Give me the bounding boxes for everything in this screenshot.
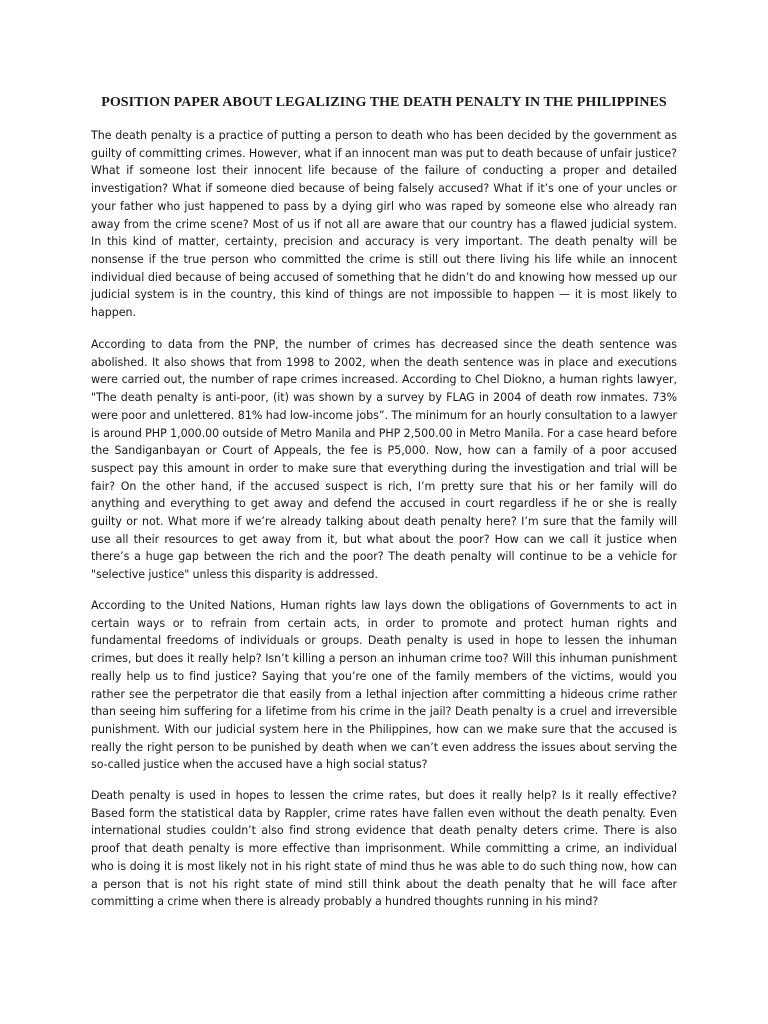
paragraph-4: Death penalty is used in hopes to lessen the crime rates, but does it really help? Is it really effective? Based form the statistical data by Rappler, crime rates have fallen even without the death penalty. Even international studies couldn’t also find strong evidence that death penalty deters crime. There is also proof that death penalty is more effective than imprisonment. While committing a crime, an individual who is doing it is most likely not in his right state of mind thus he was able to do such thing now, how can a person that is not his right state of mind still think about the death penalty that he will face after committing a crime when there is already probably a hundred thoughts running in his mind? [91, 789, 677, 909]
paragraph-2: According to data from the PNP, the number of crimes has decreased since the death sentence was abolished. It also shows that from 1998 to 2002, when the death sentence was in place and executions were carried out, the number of rape crimes increased. According to Chel Diokno, a human rights lawyer, "The death penalty is anti-poor, (it) was shown by a survey by FLAG in 2004 of death row inmates. 73% were poor and unlettered. 81% had low-income jobs”. The minimum for an hourly consultation to a lawyer is around PHP 1,000.00 outside of Metro Manila and PHP 2,500.00 in Metro Manila. For a case heard before the Sandiganbayan or Court of Appeals, the fee is P5,000. Now, how can a family of a poor accused suspect pay this amount in order to make sure that everything during the investigation and trial will be fair? On the other hand, if the accused suspect is rich, I’m pretty sure that his or her family will do anything and everything to get away and defend the accused in court regardless if he or she is really guilty or not. What more if we’re already talking about death penalty here? I’m sure that the family will use all their resources to get away from it, but what about the poor? How can we call it justice when there’s a huge gap between the rich and the poor? The death penalty will continue to be a vehicle for "selective justice" unless this disparity is addressed. [91, 338, 677, 582]
document-title: POSITION PAPER ABOUT LEGALIZING THE DEATH PENALTY IN THE PHILIPPINES [101, 95, 667, 110]
paragraph-3: According to the United Nations, Human rights law lays down the obligations of Governments to act in certain ways or to refrain from certain acts, in order to promote and protect human rights and fundamental freedoms of individuals or groups. Death penalty is used in hope to lessen the inhuman crimes, but does it really help? Isn’t killing a person an inhuman crime too? Will this inhuman punishment really help us to find justice? Saying that you’re one of the family members of the victims, would you rather see the perpetrator die that easily from a lethal injection after committing a hideous crime rather than seeing him suffering for a lifetime from his crime in the jail? Death penalty is a cruel and irreversible punishment. With our judicial system here in the Philippines, how can we make sure that the accused is really the right person to be punished by death when we can’t even address the issues about serving the so-called justice when the accused have a high social status? [91, 599, 677, 772]
paragraph-1: The death penalty is a practice of putting a person to death who has been decided by the government as guilty of committing crimes. However, what if an innocent man was put to death because of unfair justice? What if someone lost their innocent life because of the failure of conducting a proper and detailed investigation? What if someone died because of being falsely accused? What if it’s one of your uncles or your father who just happened to pass by a dying girl who was raped by someone else who already ran away from the crime scene? Most of us if not all are aware that our country has a flawed judicial system. In this kind of matter, certainty, precision and accuracy is very important. The death penalty will be nonsense if the true person who committed the crime is still out there living his life while an innocent individual died because of being accused of something that he didn’t do and knowing how messed up our judicial system is in the country, this kind of things are not impossible to happen — it is most likely to happen. [91, 129, 677, 320]
